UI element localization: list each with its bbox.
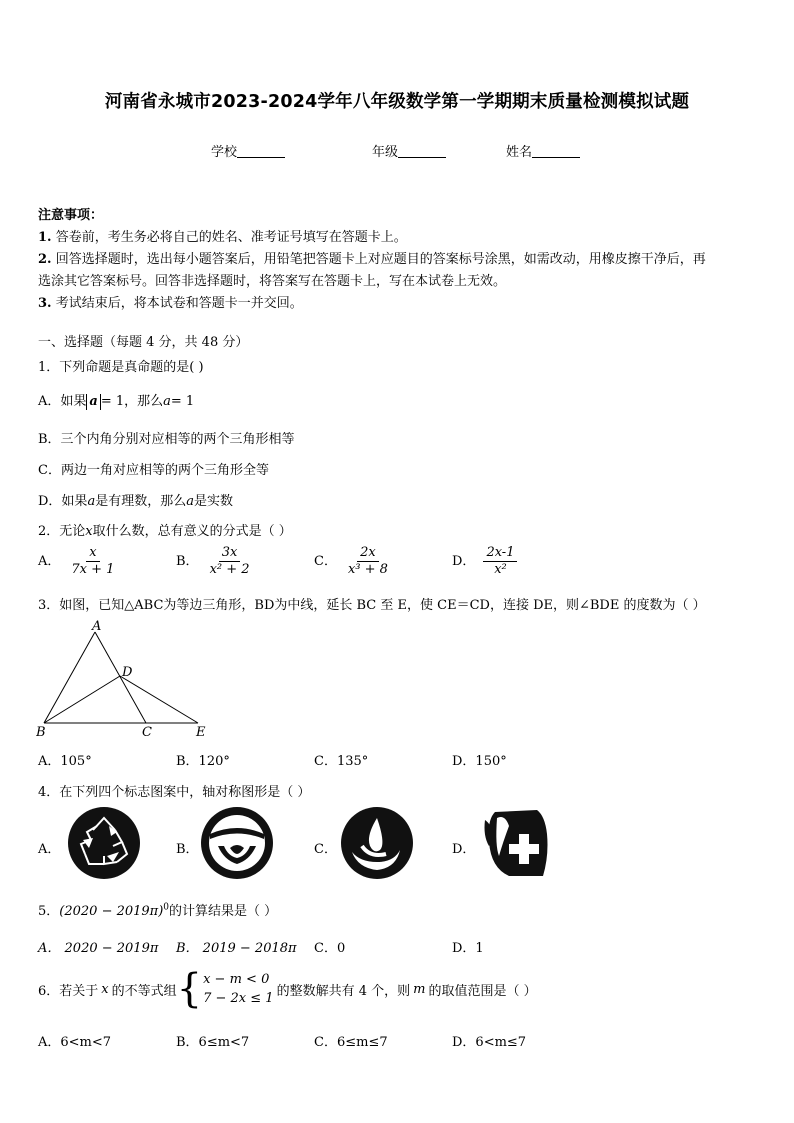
q1-option-a[interactable]: A．如果 a = 1，那么a= 1 <box>38 394 195 409</box>
q4-option-c-label[interactable]: C． <box>314 842 337 857</box>
note-item-2-cont: 选涂其它答案标号。回答非选择题时，将答案写在答题卡上，写在本试卷上无效。 <box>38 274 507 289</box>
q6-option-c[interactable]: C．6≤m≤7 <box>314 1035 388 1050</box>
q2-option-c[interactable]: C． $\frac{2x}{\text{x³ + 8}}$ <box>314 545 388 577</box>
q6-option-d[interactable]: D．6<m≤7 <box>452 1035 527 1050</box>
q5-stem: 5．$(2020 - 2019\pi)^0$的计算结果是（ ） <box>38 902 278 919</box>
vertex-label-a: A <box>92 619 102 634</box>
school-label: 学校 <box>211 145 238 160</box>
recycle-icon <box>67 806 141 880</box>
q3-options <box>38 750 758 769</box>
q3-option-c[interactable]: C．135° <box>314 754 369 769</box>
name-label: 姓名 <box>506 145 533 160</box>
q6-option-a[interactable]: A．6<m<7 <box>38 1035 112 1050</box>
note-item-2: 2. 回答选择题时，选出每小题答案后，用铅笔把答题卡上对应题目的答案标号涂黑，如需改动，用橡皮擦干净后，再 <box>38 252 706 267</box>
shield-logo-icon <box>200 806 274 880</box>
q3-option-d[interactable]: D．150° <box>452 754 507 769</box>
triangle-figure <box>36 618 216 740</box>
medical-cross-logo-icon <box>479 806 553 880</box>
q2-stem: 2．无论x取什么数，总有意义的分式是（ ） <box>38 524 292 539</box>
q1-option-c[interactable]: C．两边一角对应相等的两个三角形全等 <box>38 463 269 478</box>
notes-heading: 注意事项： <box>38 208 104 223</box>
inequality-system: { x − m < 0 7 − 2x ≤ 1 <box>176 966 274 1012</box>
q5-options <box>38 937 758 956</box>
q6-stem: 6．若关于 x 的不等式组 { x − m < 0 7 − 2x ≤ 1 的整数解共有 4 个，则 m 的取值范围是（ ） <box>38 966 537 1012</box>
note-item-1: 1. 答卷前，考生务必将自己的姓名、准考证号填写在答题卡上。 <box>38 230 407 245</box>
school-blank[interactable] <box>237 144 285 158</box>
vertex-label-b: B <box>36 725 46 740</box>
q3-option-a[interactable]: A．105° <box>38 754 92 769</box>
q4-option-a-label[interactable]: A． <box>38 842 61 857</box>
q3-stem: 3．如图，已知△ABC为等边三角形，BD为中线，延长 BC 至 E，使 CE＝CD，连接 DE，则∠BDE 的度数为（ ） <box>38 598 706 613</box>
q1-option-b[interactable]: B．三个内角分别对应相等的两个三角形相等 <box>38 432 295 447</box>
q1-stem: 1．下列命题是真命题的是( ) <box>38 360 204 375</box>
q5-option-c[interactable]: C．0 <box>314 941 346 956</box>
name-blank[interactable] <box>532 144 580 158</box>
section-heading: 一、选择题（每题 4 分，共 48 分） <box>38 335 249 350</box>
school-field[interactable] <box>211 141 285 160</box>
q5-option-d[interactable]: D．1 <box>452 941 484 956</box>
grade-field[interactable] <box>372 141 446 160</box>
q2-options <box>38 546 758 584</box>
vertex-label-c: C <box>142 725 152 740</box>
vertex-label-d: D <box>122 665 133 680</box>
note-item-3: 3. 考试结束后，将本试卷和答题卡一并交回。 <box>38 296 303 311</box>
q2-option-b[interactable]: B． $\frac{3x}{\text{x² + 2}}$ <box>176 545 250 577</box>
name-field[interactable] <box>506 141 580 160</box>
q2-option-d[interactable]: D． $\frac{2x-1}{\text{x²}}$ <box>452 546 517 577</box>
q4-option-b-label[interactable]: B． <box>176 842 199 857</box>
q6-options <box>38 1031 758 1050</box>
q2-option-a[interactable]: A． $\frac{x}{7x + 1}$ <box>38 545 115 577</box>
page-title: 河南省永城市2023-2024学年八年级数学第一学期期末质量检测模拟试题 <box>104 92 690 112</box>
grade-blank[interactable] <box>398 144 446 158</box>
q6-option-b[interactable]: B．6≤m<7 <box>176 1035 250 1050</box>
q5-option-b[interactable]: B． 2019 − 2018π <box>176 941 297 956</box>
q1-option-d[interactable]: D．如果a是有理数，那么a是实数 <box>38 494 233 509</box>
grade-label: 年级 <box>372 145 399 160</box>
q4-stem: 4．在下列四个标志图案中，轴对称图形是（ ） <box>38 785 311 800</box>
q5-option-a[interactable]: A． 2020 − 2019π <box>38 941 159 956</box>
q3-option-b[interactable]: B．120° <box>176 754 230 769</box>
q4-options <box>38 806 758 882</box>
q4-option-d-label[interactable]: D． <box>452 842 476 857</box>
water-drop-logo-icon <box>340 806 414 880</box>
vertex-label-e: E <box>196 725 206 740</box>
